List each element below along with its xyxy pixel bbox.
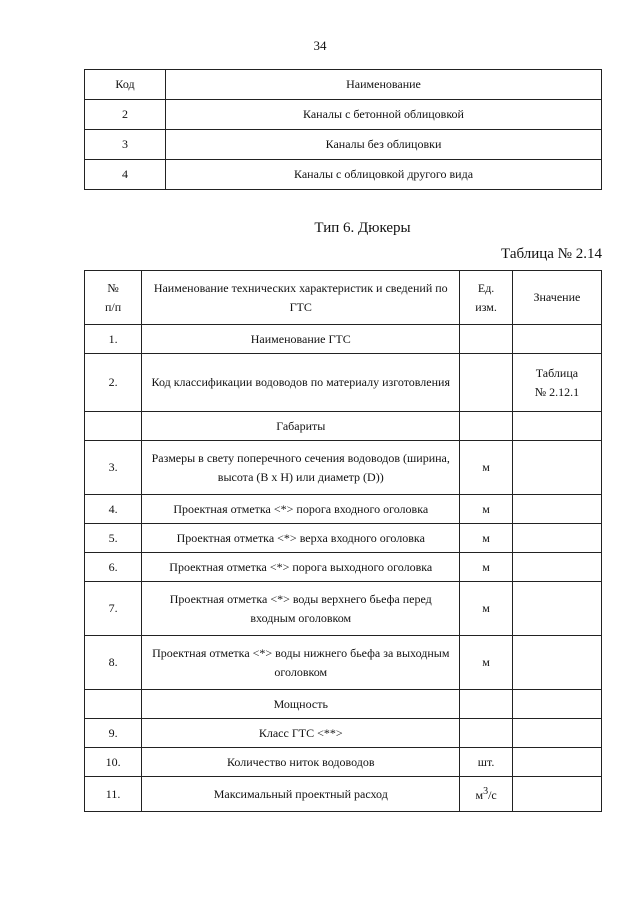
table-row <box>85 441 602 495</box>
table-row <box>85 553 602 582</box>
row-number: 5. <box>85 524 142 553</box>
table-row <box>85 412 602 441</box>
row-name: Класс ГТС <**> <box>142 719 460 748</box>
row-number: 4. <box>85 495 142 524</box>
row-code: 2 <box>85 100 166 130</box>
characteristics-table <box>84 270 602 812</box>
classification-table <box>84 69 602 190</box>
header-value: Значение <box>512 271 601 325</box>
row-value <box>512 690 601 719</box>
table-row <box>85 524 602 553</box>
row-value <box>512 325 601 354</box>
table-row <box>85 777 602 812</box>
row-unit <box>460 354 512 412</box>
row-name: Количество ниток водоводов <box>142 748 460 777</box>
header-name: Наименование технических характеристик и сведений по ГТС <box>142 271 460 325</box>
row-value <box>512 636 601 690</box>
row-unit: м <box>460 553 512 582</box>
row-number: 3. <box>85 441 142 495</box>
header-number-line1: № <box>107 280 119 295</box>
row-name: Наименование ГТС <box>142 325 460 354</box>
table-header-row <box>85 271 602 325</box>
row-unit <box>460 412 512 441</box>
row-value <box>512 354 601 412</box>
row-value <box>512 495 601 524</box>
row-unit <box>460 325 512 354</box>
row-name: Код классификации водоводов по материалу изготовления <box>142 354 460 412</box>
row-number: 10. <box>85 748 142 777</box>
row-value-line1: Таблица <box>535 365 579 380</box>
header-number <box>85 271 142 325</box>
table-row <box>85 719 602 748</box>
row-unit <box>460 719 512 748</box>
row-name: Максимальный проектный расход <box>142 777 460 812</box>
row-name: Проектная отметка <*> воды нижнего бьефа за выходным оголовком <box>142 636 460 690</box>
row-name: Проектная отметка <*> верха входного оголовка <box>142 524 460 553</box>
row-number: 7. <box>85 582 142 636</box>
table-row <box>85 748 602 777</box>
row-code: 3 <box>85 130 166 160</box>
row-value <box>512 524 601 553</box>
row-number <box>85 690 142 719</box>
table-row <box>85 100 602 130</box>
row-value <box>512 441 601 495</box>
row-name: Каналы с бетонной облицовкой <box>166 100 602 130</box>
row-unit: м <box>460 636 512 690</box>
header-name: Наименование <box>166 70 602 100</box>
table-row <box>85 325 602 354</box>
table-row <box>85 495 602 524</box>
table-row <box>85 690 602 719</box>
row-name: Размеры в свету поперечного сечения водоводов (ширина, высота (В х Н) или диаметр (D)) <box>142 441 460 495</box>
section-subheader-dimensions: Габариты <box>142 412 460 441</box>
row-number: 8. <box>85 636 142 690</box>
row-unit: м <box>460 582 512 636</box>
section-title: Тип 6. Дюкеры <box>314 220 411 236</box>
row-value <box>512 777 601 812</box>
row-value <box>512 719 601 748</box>
row-unit: м <box>460 495 512 524</box>
unit-tail: /с <box>488 787 497 802</box>
row-number: 6. <box>85 553 142 582</box>
row-unit <box>460 777 512 812</box>
row-number: 2. <box>85 354 142 412</box>
header-unit-line1: Ед. <box>477 280 495 295</box>
row-unit: м <box>460 524 512 553</box>
row-name: Проектная отметка <*> порога входного оголовка <box>142 495 460 524</box>
table-row <box>85 354 602 412</box>
section-subheader-capacity: Мощность <box>142 690 460 719</box>
row-value <box>512 748 601 777</box>
header-unit-line2: изм. <box>475 299 497 314</box>
row-value-line2: № 2.12.1 <box>534 384 580 399</box>
row-unit: м <box>460 441 512 495</box>
row-number: 9. <box>85 719 142 748</box>
table-caption: Таблица № 2.14 <box>501 246 602 262</box>
table-row <box>85 582 602 636</box>
table-row <box>85 636 602 690</box>
row-value <box>512 582 601 636</box>
row-number <box>85 412 142 441</box>
row-number: 11. <box>85 777 142 812</box>
row-unit: шт. <box>460 748 512 777</box>
row-code: 4 <box>85 160 166 190</box>
table-row <box>85 160 602 190</box>
row-name: Каналы без облицовки <box>166 130 602 160</box>
unit-base: м <box>475 787 484 802</box>
table-header-row <box>85 70 602 100</box>
row-unit <box>460 690 512 719</box>
row-value <box>512 412 601 441</box>
header-code: Код <box>85 70 166 100</box>
table-row <box>85 130 602 160</box>
row-name: Проектная отметка <*> воды верхнего бьефа перед входным оголовком <box>142 582 460 636</box>
page-number: 34 <box>313 38 327 53</box>
header-unit <box>460 271 512 325</box>
row-name: Каналы с облицовкой другого вида <box>166 160 602 190</box>
header-number-line2: п/п <box>104 299 122 314</box>
row-value <box>512 553 601 582</box>
unit-exponent: 3 <box>483 785 489 797</box>
row-name: Проектная отметка <*> порога выходного оголовка <box>142 553 460 582</box>
row-number: 1. <box>85 325 142 354</box>
